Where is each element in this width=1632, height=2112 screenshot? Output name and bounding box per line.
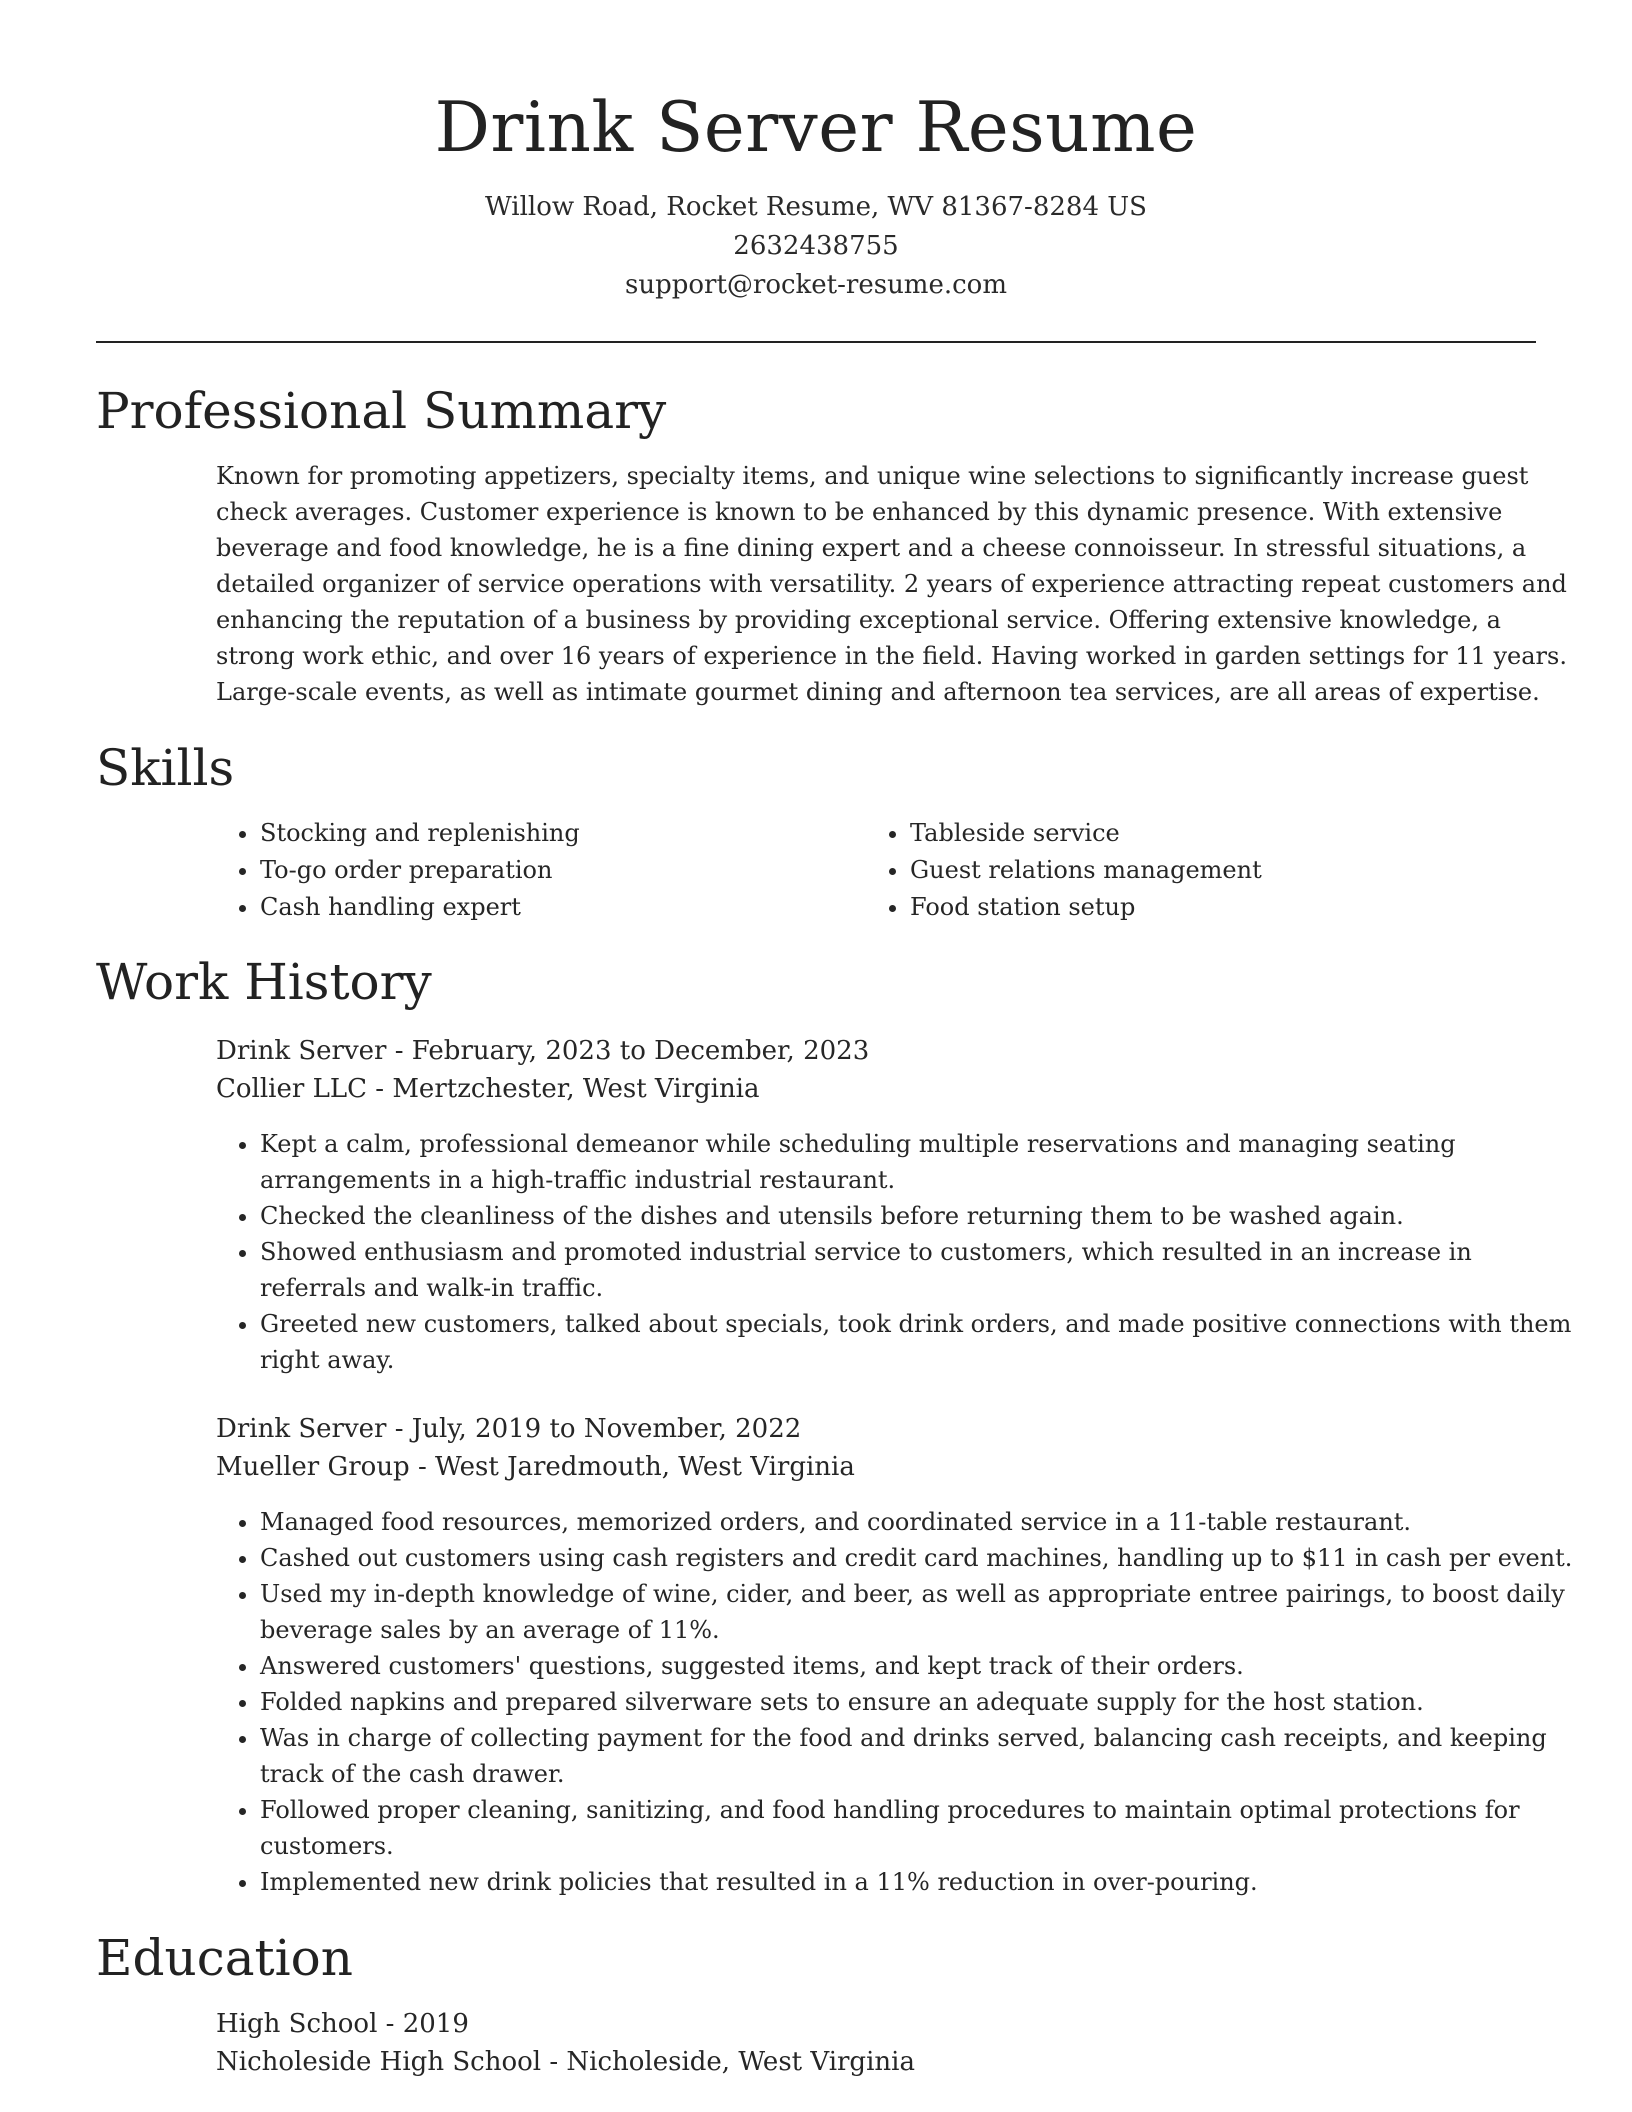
summary-line: enhancing the reputation of a business by providing exceptional service. Offering extensive knowledge, a [216, 606, 1501, 634]
job-bullet: • Followed proper cleaning, sanitizing, and food handling procedures to maintain optimal protections for customers. [260, 1792, 1584, 1864]
education-school-location: Nicholeside High School - Nicholeside, West Virginia [216, 2047, 915, 2077]
email: support@rocket-resume.com [624, 270, 1007, 300]
job-bullet: • Implemented new drink policies that resulted in a 11% reduction in over-pouring. [260, 1864, 1584, 1900]
education-entry [216, 2005, 1540, 2081]
job-heading [216, 1410, 1540, 1486]
job-company-location: Mueller Group - West Jaredmouth, West Virginia [216, 1452, 855, 1482]
summary-line: strong work ethic, and over 16 years of experience in the field. Having worked in garden settings for 11 years. [216, 642, 1567, 670]
skill-item: • Stocking and replenishing [260, 815, 820, 852]
job-bullets [216, 1504, 1584, 1900]
section-title-education: Education [96, 1929, 353, 1987]
address: Willow Road, Rocket Resume, WV 81367-8284 US [485, 192, 1147, 222]
summary-line: Large-scale events, as well as intimate gourmet dining and afternoon tea services, are all areas of expertise. [216, 678, 1540, 706]
summary-text [216, 458, 1567, 710]
job-heading [216, 1032, 1540, 1108]
resume-header [0, 0, 1632, 305]
job-bullet: • Checked the cleanliness of the dishes and utensils before returning them to be washed again. [260, 1198, 1584, 1234]
job-bullet: • Used my in-depth knowledge of wine, cider, and beer, as well as appropriate entree pairings, to boost daily beverage sales by an average of 11%. [260, 1576, 1584, 1648]
section-title-skills: Skills [96, 739, 235, 797]
summary-line: detailed organizer of service operations with versatility. 2 years of experience attracting repeat customers and [216, 570, 1567, 598]
phone: 2632438755 [733, 231, 899, 261]
summary-line: check averages. Customer experience is known to be enhanced by this dynamic presence. With extensive [216, 498, 1503, 526]
header-divider [96, 341, 1536, 343]
job-bullet: • Was in charge of collecting payment for the food and drinks served, balancing cash receipts, and keeping track of the cash drawer. [260, 1720, 1584, 1792]
section-title-work-history: Work History [96, 953, 432, 1011]
job-bullet: • Greeted new customers, talked about specials, took drink orders, and made positive connections with them right away. [260, 1306, 1584, 1378]
job-bullet: • Cashed out customers using cash registers and credit card machines, handling up to $11 in cash per event. [260, 1540, 1584, 1576]
job-bullet: • Folded napkins and prepared silverware sets to ensure an adequate supply for the host station. [260, 1684, 1584, 1720]
job-title-dates: Drink Server - July, 2019 to November, 2022 [216, 1414, 802, 1444]
job-company-location: Collier LLC - Mertzchester, West Virginia [216, 1074, 760, 1104]
summary-line: beverage and food knowledge, he is a fine dining expert and a cheese connoisseur. In stressful situations, a [216, 534, 1527, 562]
skills-list-left [216, 815, 820, 926]
summary-line: Known for promoting appetizers, specialty items, and unique wine selections to significantly increase guest [216, 462, 1529, 490]
skill-item: • Cash handling expert [260, 889, 820, 926]
education-degree-year: High School - 2019 [216, 2009, 469, 2039]
skills-list-right [866, 815, 1530, 926]
contact-info [0, 188, 1632, 305]
job-bullets [216, 1126, 1584, 1378]
job-title-dates: Drink Server - February, 2023 to December, 2023 [216, 1036, 870, 1066]
skill-item: • Tableside service [910, 815, 1530, 852]
job-bullet: • Managed food resources, memorized orders, and coordinated service in a 11-table restaurant. [260, 1504, 1584, 1540]
job-bullet: • Answered customers' questions, suggested items, and kept track of their orders. [260, 1648, 1584, 1684]
job-bullet: • Kept a calm, professional demeanor while scheduling multiple reservations and managing seating arrangements in a high-traffic industrial restaurant. [260, 1126, 1584, 1198]
resume-title: Drink Server Resume [434, 88, 1198, 168]
skill-item: • Guest relations management [910, 852, 1530, 889]
skill-item: • Food station setup [910, 889, 1530, 926]
skill-item: • To-go order preparation [260, 852, 820, 889]
job-bullet: • Showed enthusiasm and promoted industrial service to customers, which resulted in an increase in referrals and walk-in traffic. [260, 1234, 1584, 1306]
section-title-summary: Professional Summary [96, 382, 667, 440]
